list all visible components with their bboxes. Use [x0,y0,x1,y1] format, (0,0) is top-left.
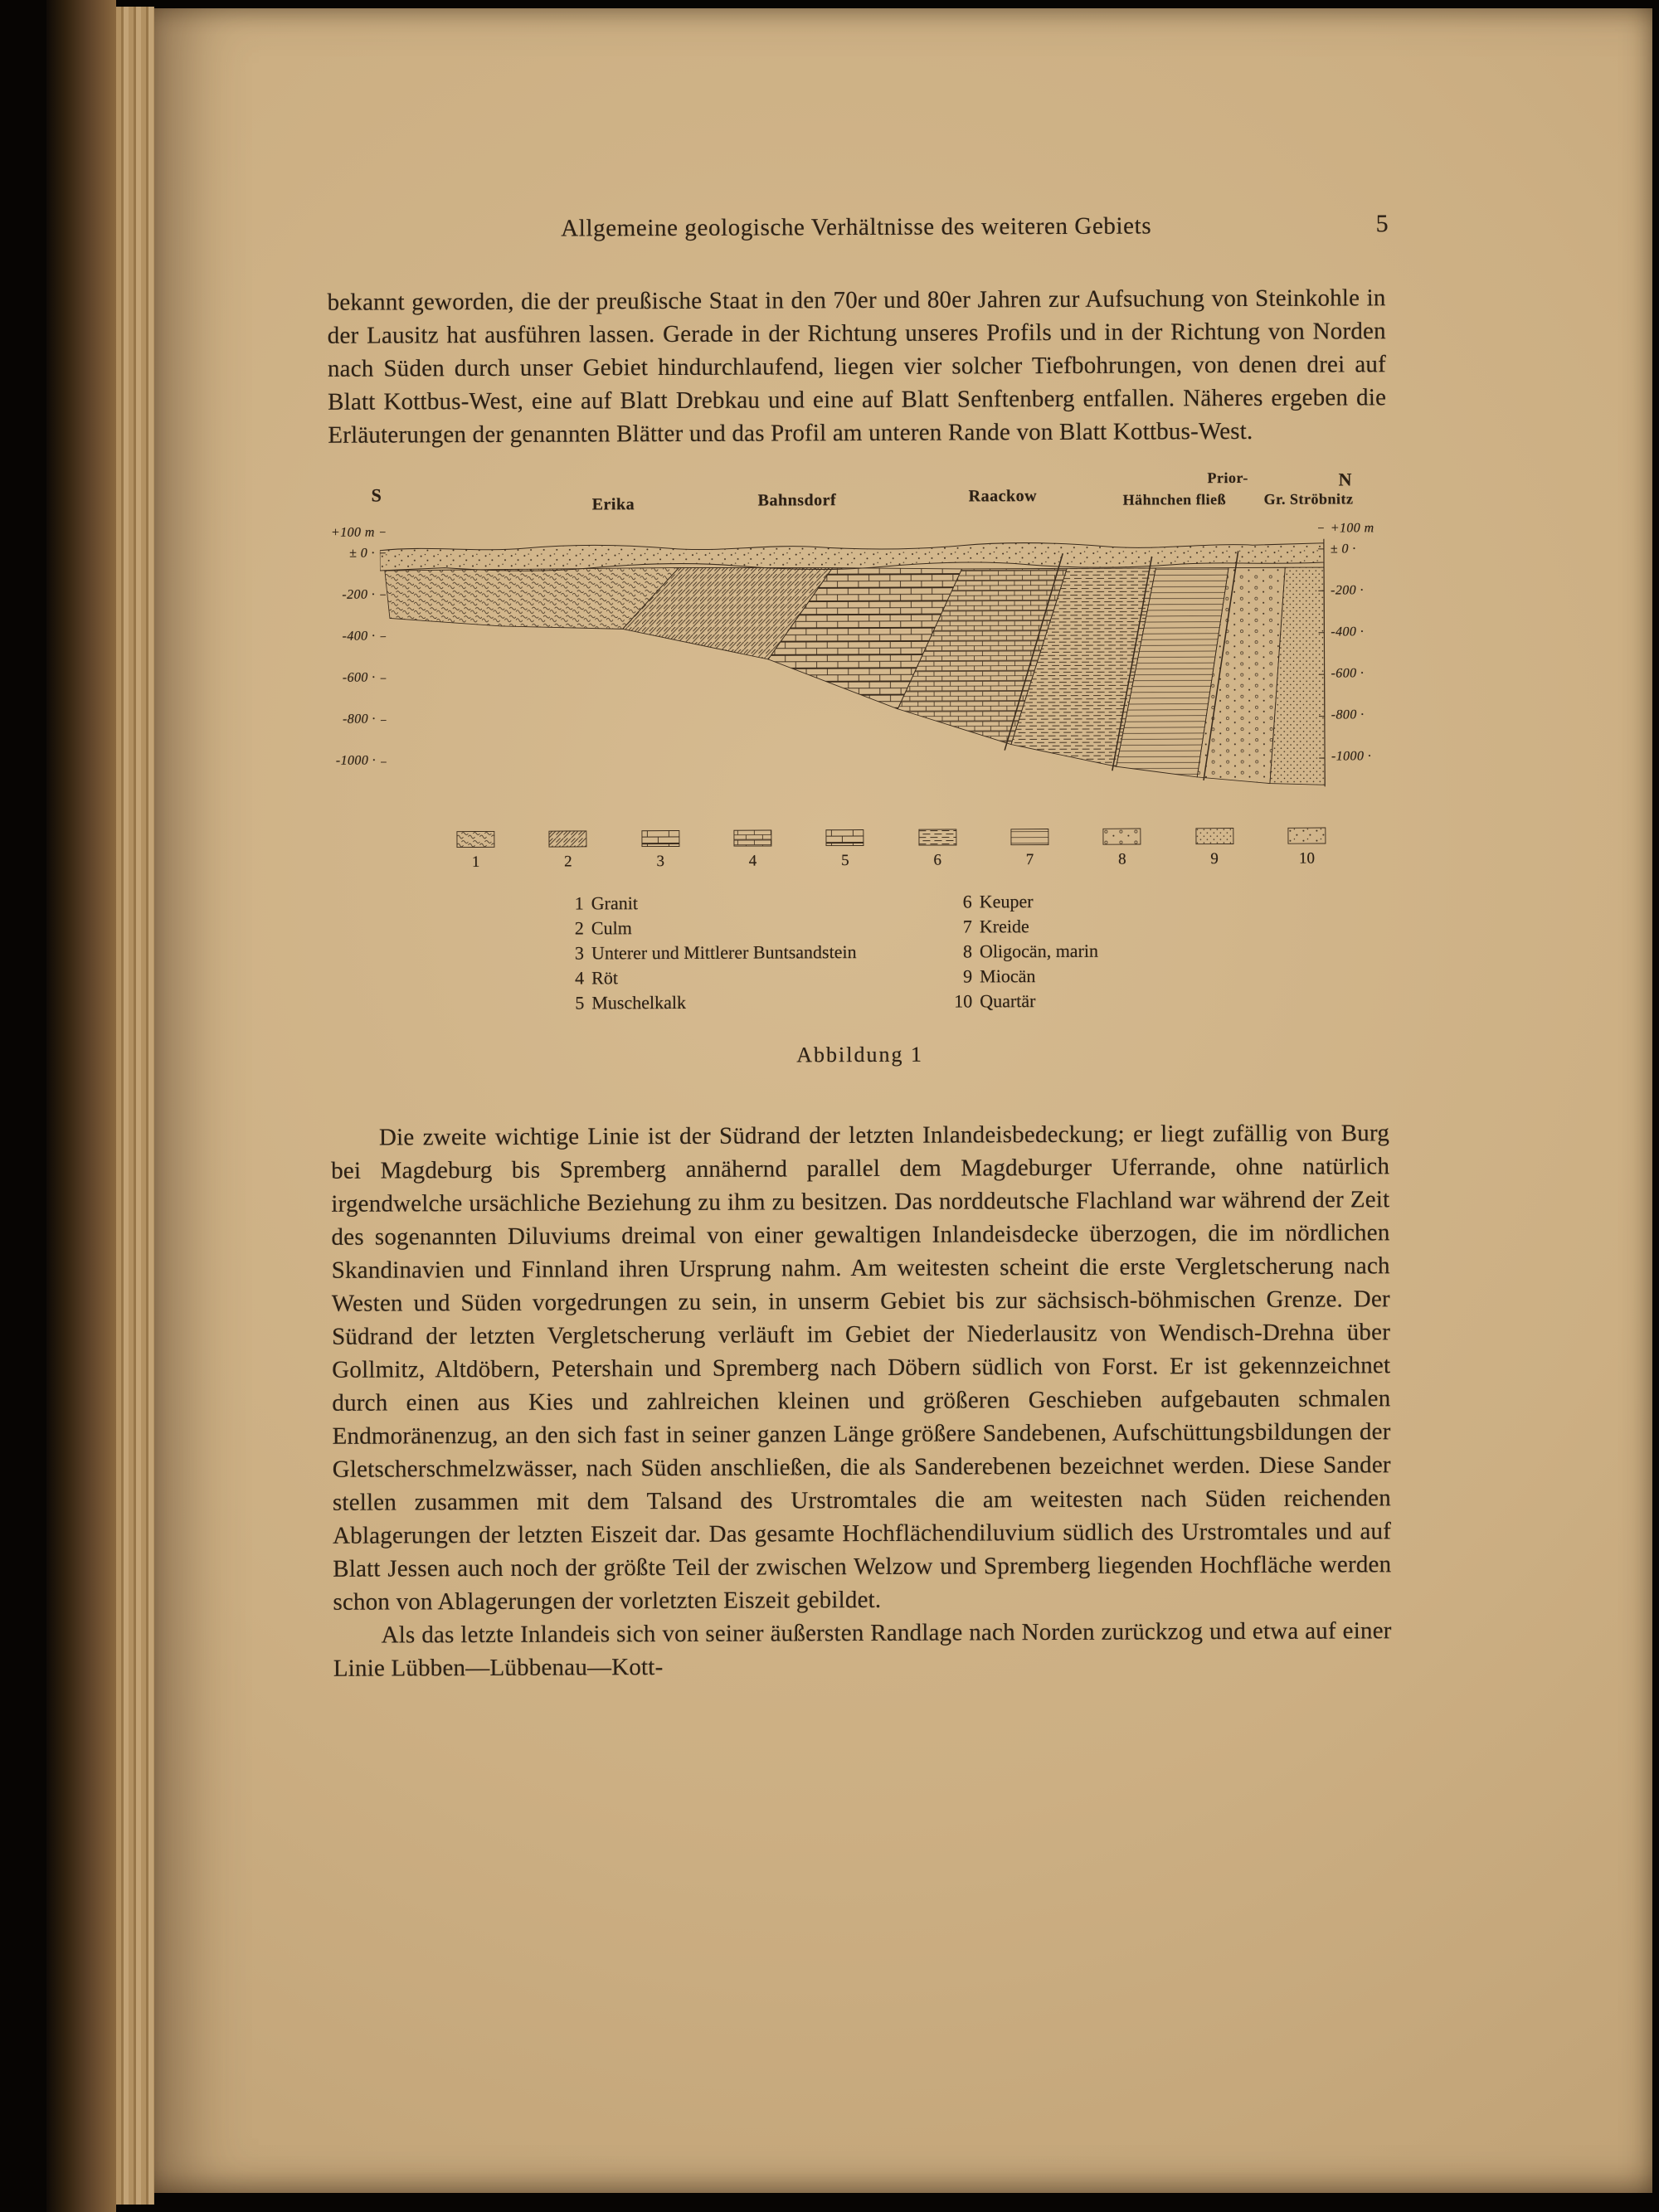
legend-swatch-granit [455,831,495,872]
legend-swatch-miocaen [1194,828,1234,868]
legend-item-number: 3 [574,942,585,964]
cross-section-area [328,518,1389,812]
legend-number: 6 [933,851,941,869]
legend-item-label: Keuper [979,891,1034,912]
buntsandstein-pattern-icon [641,830,679,847]
oligocaen-pattern-icon [1103,829,1141,845]
label-prior: Prior- [1207,469,1248,487]
scale-label: -1000 · [1331,749,1372,764]
page-header [327,210,1389,251]
quartaer-pattern-icon [1287,828,1326,844]
scale-label: -600 · [342,670,376,685]
legend-swatch-culm [548,830,588,871]
scale-label: -200 · [1331,583,1364,598]
legend-swatch-kreide [1010,829,1049,869]
legend-item-label: Unterer und Mittlerer Buntsandstein [591,941,857,964]
legend-list-right [949,889,1099,1014]
page-content [327,211,1392,1685]
page-number: 5 [1375,210,1389,238]
legend-item [949,914,1098,940]
stratum-quartaer [380,542,1324,571]
legend-number: 3 [656,853,664,871]
granit-pattern-icon [456,831,494,848]
legend-item [561,989,949,1016]
label-south: S [371,484,382,506]
keuper-pattern-icon [918,829,956,845]
legend-item-number: 4 [575,967,585,989]
legend-item-label: Kreide [979,916,1029,937]
legend-number: 7 [1025,851,1034,869]
legend-number: 8 [1118,850,1126,868]
label-north: N [1338,469,1352,490]
legend-item-number: 6 [962,891,972,912]
legend-list-left [561,890,950,1016]
scale-label: -400 · [1331,625,1365,639]
legend-number: 1 [471,853,480,872]
legend-item-label: Granit [591,892,639,914]
legend-lists [330,887,1389,1017]
scale-label: +100 m [331,525,375,540]
legend-item-number: 5 [575,992,585,1014]
scale-label: -200 · [342,587,376,602]
paragraph-3: Als das letzte Inlandeis sich von seiner äußersten Randlage nach Norden zurückzog und etwa auf einer Linie Lübben—Lübbenau—Kott- [333,1617,1392,1682]
label-bahnsdorf: Bahnsdorf [757,491,837,510]
legend-swatch-buntsandstein [640,830,680,871]
label-raackow: Raackow [968,487,1038,506]
scale-label: -400 · [342,629,376,644]
kreide-pattern-icon [1010,829,1048,845]
legend-item [949,889,1098,915]
geologic-cross-section [380,519,1327,812]
scale-label: ± 0 · [1330,542,1356,557]
figure-abbildung-1 [328,470,1389,1070]
legend-item [561,965,949,991]
legend-item [949,939,1098,965]
scale-label: ± 0 · [349,546,375,561]
legend-item-label: Oligocän, marin [979,940,1099,962]
scale-label: +100 m [1330,521,1374,536]
scale-label: -1000 · [335,753,377,768]
legend-item-number: 10 [954,990,973,1012]
label-haehnchen-fliess: Hähnchen fließ [1122,491,1227,508]
figure-caption: Abbildung 1 [796,1042,923,1067]
legend-number: 2 [564,853,572,871]
legend-swatch-roet [732,829,772,870]
page-paper [154,8,1652,2193]
legend-item [561,915,949,941]
legend-item [561,940,949,966]
legend-swatch-row [455,828,1326,873]
label-erika: Erika [591,495,635,514]
legend-number: 4 [748,852,757,870]
legend-item-number: 9 [963,965,973,987]
scale-label: -800 · [343,712,376,727]
legend-item [949,964,1098,989]
legend-item-label: Muschelkalk [591,991,686,1014]
legend-item-label: Quartär [980,990,1036,1012]
legend-number: 5 [841,852,849,870]
page-edge-stack [116,7,154,2205]
legend-swatch-quartaer [1287,828,1326,868]
legend-item-number: 7 [962,916,972,937]
label-gr-stroebnitz: Gr. Ströbnitz [1263,490,1354,508]
running-head: Allgemeine geologische Verhältnisse des weiteren Gebiets [561,212,1152,242]
muschelkalk-pattern-icon [826,829,864,846]
legend-number: 10 [1298,849,1316,868]
book-binding [46,0,116,2212]
legend-item-number: 8 [962,941,973,962]
paragraph-2: Die zweite wichtige Linie ist der Südrand der letzten Inlandeisbedeckung; er liegt zufällig von Burg bei Magdeburg bis Spremberg annähernd parallel dem Magdeburger Uferrande, ohne natürlich irgendwelche ursächliche Beziehung zu ihm zu besitzen. Das norddeutsche Flachland war während der Zeit des sogenannten Diluviums dreimal von einer gewaltigen Inlandeisdecke überzogen, die im nördlichen Skandinavien und Finnland ihren Ursprung nahm. Am weitesten scheint die erste Vergletscherung nach Westen und Süden vorgedrungen zu sein, in unserm Gebiet bis zur sächsisch-böhmischen Grenze. Der Südrand der letzten Vergletscherung verläuft im Gebiet der Niederlausitz von Wendisch-Drehna über Gollmitz, Altdöbern, Petershain und Spremberg nach Döbern südlich von Forst. Er ist gekennzeichnet durch einen aus Kies und zahlreichen kleinen und größeren Geschieben aufgebauten schmalen Endmoränenzug, an den sich fast in seiner ganzen Länge größere Sandebenen, Aufschüttungsbildungen der Gletscherschmelzwässer, nach Süden anschließen, die als Sanderebenen bezeichnet werden. Diese Sander stellen zusammen mit dem Talsand des Urstromtales die am weitesten nach Süden reichenden Ablagerungen der letzten Eiszeit dar. Das gesamte Hochflächendiluvium südlich des Urstromtales und auf Blatt Jessen auch noch der größte Teil der zwischen Welzow und Spremberg liegenden Hochfläche werden schon von Ablagerungen der vorletzten Eiszeit gebildet. [331,1120,1392,1616]
legend-swatch-muschelkalk [825,829,865,870]
roet-pattern-icon [733,829,771,846]
legend-item [949,989,1098,1014]
scale-label: -800 · [1331,707,1365,722]
legend-number: 9 [1210,850,1219,868]
miocaen-pattern-icon [1195,828,1233,844]
legend-item-label: Culm [591,917,632,939]
figure-top-labels [328,470,1387,522]
scale-label: -600 · [1331,666,1365,681]
legend-swatch-keuper [917,829,957,869]
legend-item [561,890,949,916]
legend-swatch-oligocaen [1102,829,1142,869]
legend-item-number: 1 [574,892,584,914]
legend-item-label: Röt [591,967,619,989]
legend-item-label: Miocän [980,965,1036,987]
culm-pattern-icon [549,830,587,847]
legend-item-number: 2 [574,917,584,939]
paragraph-1: bekannt geworden, die der preußische Staat in den 70er und 80er Jahren zur Aufsuchung von Steinkohle in der Lausitz hat ausführen lassen. Gerade in der Richtung unseres Profils und in der Richtung von Norden nach Süden durch unser Gebiet hindurchlaufend, liegen vier solcher Tiefbohrungen, von denen drei auf Blatt Kottbus-West, eine auf Blatt Drebkau und eine auf Blatt Senftenberg entfallen. Näheres ergeben die Erläuterungen der genannten Blätter und das Profil am unteren Rande von Blatt Kottbus-West. [327,284,1387,449]
